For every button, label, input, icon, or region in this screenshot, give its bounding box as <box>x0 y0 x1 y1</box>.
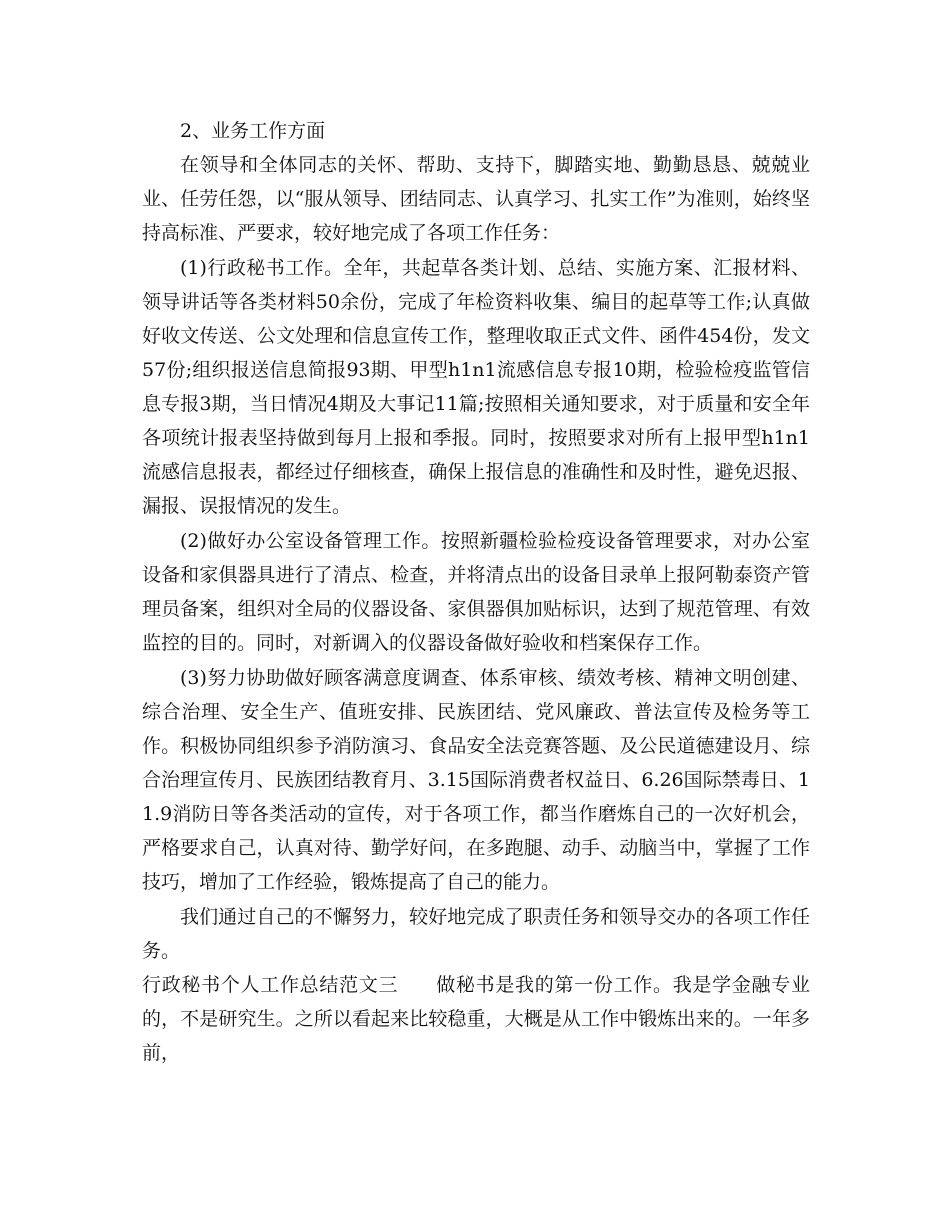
section-heading: 2、业务工作方面 <box>180 120 326 142</box>
document-body <box>142 114 810 1070</box>
item-1-paragraph: (1)行政秘书工作。全年，共起草各类计划、总结、实施方案、汇报材料、领导讲话等各类材料50余份，完成了年检资料收集、编目的起草等工作;认真做好收文传送、公文处理和信息宣传工作，整理收取正式文件、函件454份，发文57份;组织报送信息简报93期、甲型h1n1流感信息专报10期，检验检疫监管信息专报3期，当日情况4期及大事记11篇;按照相关通知要求，对于质量和安全年各项统计报表坚持做到每月上报和季报。同时，按照要求对所有上报甲型h1n1流感信息报表，都经过仔细核查，确保上报信息的准确性和及时性，避免迟报、漏报、误报情况的发生。 <box>142 257 810 517</box>
item-3-paragraph: (3)努力协助做好顾客满意度调查、体系审核、绩效考核、精神文明创建、综合治理、安全生产、值班安排、民族团结、党风廉政、普法宣传及检务等工作。积极协同组织参予消防演习、食品安全法竞赛答题、及公民道德建设月、综合治理宣传月、民族团结教育月、3.15国际消费者权益日、6.26国际禁毒日、11.9消防日等各类活动的宣传，对于各项工作，都当作磨炼自己的一次好机会，严格要求自己，认真对待、勤学好问，在多跑腿、动手、动脑当中，掌握了工作技巧，增加了工作经验，锻炼提高了自己的能力。 <box>142 667 810 893</box>
next-section-paragraph <box>142 968 810 1070</box>
next-section-body: 做秘书是我的第一份工作。我是学金融专业的，不是研究生。之所以看起来比较稳重，大概是从工作中锻炼出来的。一年多前， <box>142 974 810 1064</box>
item-2-paragraph: (2)做好办公室设备管理工作。按照新疆检验检疫设备管理要求，对办公室设备和家俱器具进行了清点、检查，并将清点出的设备目录单上报阿勒泰资产管理员备案，组织对全局的仪器设备、家俱器俱加贴标识，达到了规范管理、有效监控的目的。同时，对新调入的仪器设备做好验收和档案保存工作。 <box>142 530 810 654</box>
next-section-title: 行政秘书个人工作总结范文三 <box>142 974 399 996</box>
conclusion-paragraph: 我们通过自己的不懈努力，较好地完成了职责任务和领导交办的各项工作任务。 <box>142 906 810 962</box>
intro-paragraph: 在领导和全体同志的关怀、帮助、支持下，脚踏实地、勤勤恳恳、兢兢业业、任劳任怨，以“服从领导、团结同志、认真学习、扎实工作”为准则，始终坚持高标准、严要求，较好地完成了各项工作任务： <box>142 154 810 244</box>
